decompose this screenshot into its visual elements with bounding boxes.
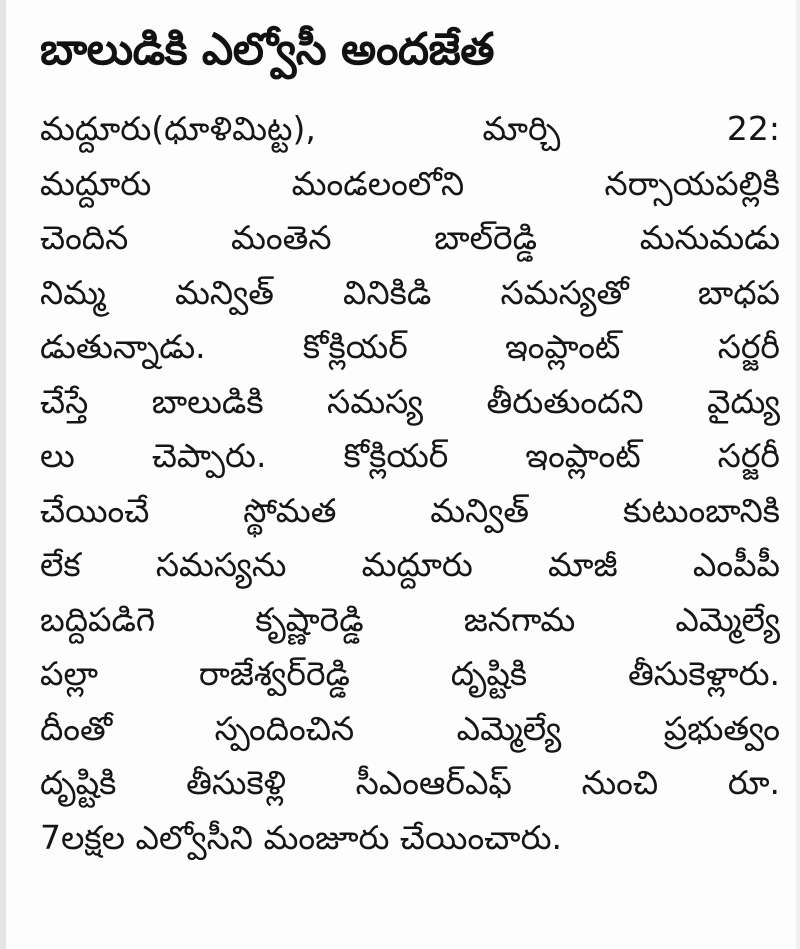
article-line: మద్దూరు మండలంలోని నర్సాయపల్లికి: [40, 163, 780, 203]
article-line: దీంతో స్పందించిన ఎమ్మెల్యే ప్రభుత్వం: [40, 708, 780, 748]
article-line: లేక సమస్యను మద్దూరు మాజీ ఎంపీపీ: [40, 545, 780, 584]
article-line: 7లక్షల ఎల్వోసీని మంజూరు చేయించారు.: [40, 817, 563, 857]
article-body: [40, 102, 780, 865]
article-line: నిమ్మ మన్విత్ వినికిడి సమస్యతో బాధప: [40, 272, 780, 312]
article-line: లు చెప్పారు. కోక్లియర్ ఇంప్లాంట్ సర్జరీ: [40, 436, 780, 475]
page-edge: [796, 0, 800, 949]
next-article-headline-cropped: [40, 910, 780, 949]
article-line: చెందిన మంతెన బాల్‌రెడ్డి మనుమడు: [40, 218, 780, 257]
article-line: దృష్టికి తీసుకెళ్లి సీఎంఆర్‌ఎఫ్ నుంచి రూ.: [40, 763, 780, 802]
article-line: బద్దిపడిగె కృష్ణారెడ్డి జనగామ ఎమ్మెల్యే: [40, 599, 780, 639]
article-line: డుతున్నాడు. కోక్లియర్ ఇంప్లాంట్ సర్జరీ: [40, 327, 780, 366]
article-headline: బాలుడికి ఎల్వోసీ అందజేత: [40, 24, 494, 75]
column-divider: [0, 0, 6, 949]
article-line: మద్దూరు(ధూళిమిట్ట), మార్చి 22:: [40, 109, 780, 148]
article-line: చేస్తే బాలుడికి సమస్య తీరుతుందని వైద్యు: [40, 381, 780, 421]
article-line: చేయించే స్థోమత మన్విత్ కుటుంబానికి: [40, 490, 780, 530]
article-line: పల్లా రాజేశ్వర్‌రెడ్డి దృష్టికి తీసుకెళ్లారు.: [40, 654, 780, 693]
